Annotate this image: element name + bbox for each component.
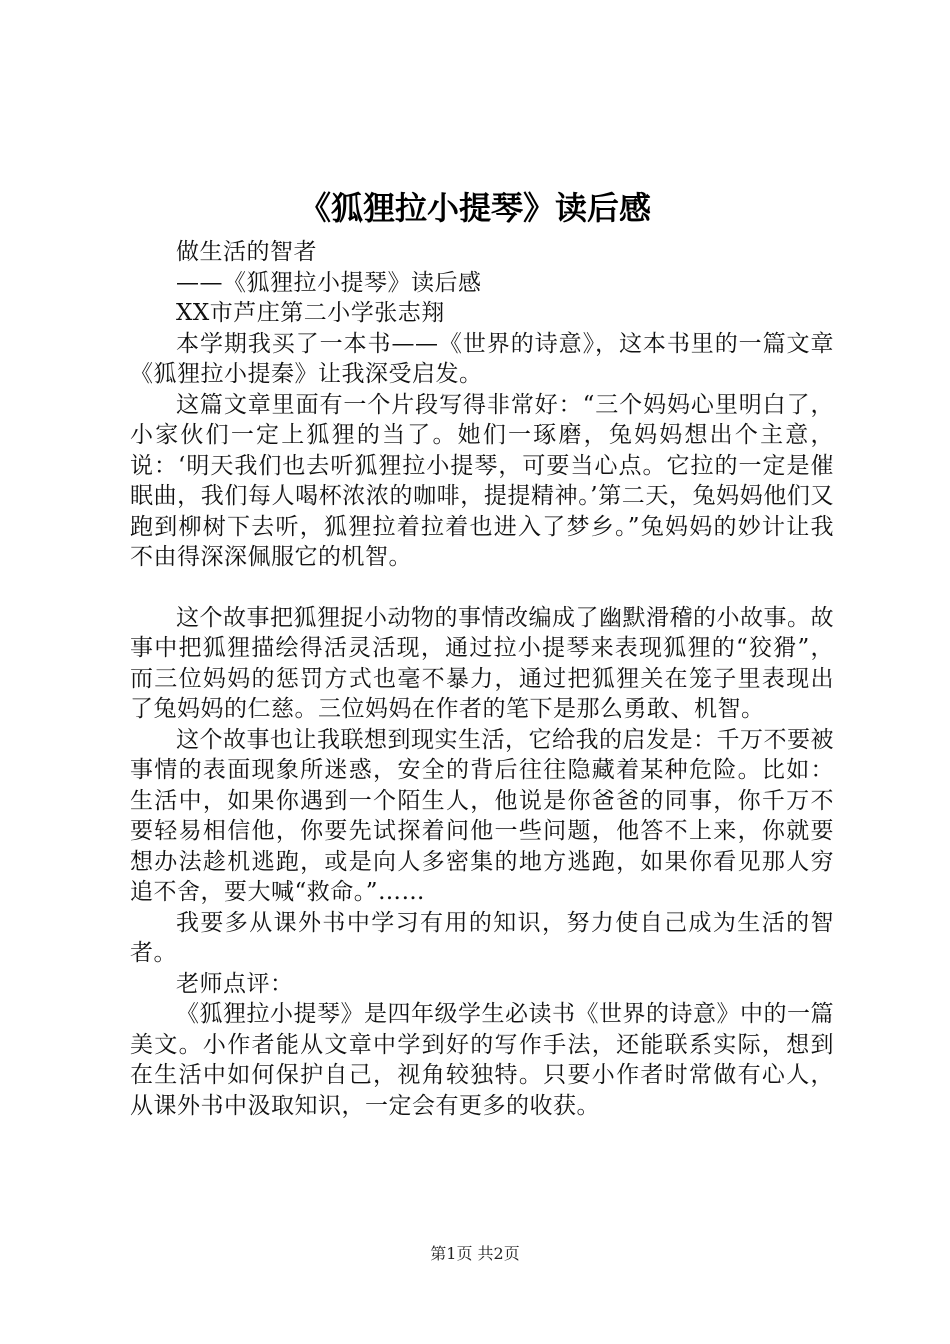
document-title: 《狐狸拉小提琴》读后感 [298, 189, 651, 227]
subtitle: 做生活的智者 [176, 239, 317, 265]
paragraph: 这个故事也让我联想到现实生活，它给我的启发是：千万不要被事情的表面现象所迷惑，安全的背后往往隐藏着某种危险。比如：生活中，如果你遇到一个陌生人，他说是你爸爸的同事，你千万不要轻易相信他，你要先试探着问他一些问题，他答不上来，你就要想办法趁机逃跑，或是向人多密集的地方逃跑，如果你看见那人穷追不舍，要大喊“救命。”…… [130, 726, 834, 905]
page-number: 第1页 共2页 [430, 1244, 520, 1263]
paragraph: 我要多从课外书中学习有用的知识，努力使自己成为生活的智者。 [130, 909, 834, 966]
author-line: XX市芦庄第二小学张志翔 [176, 300, 445, 326]
document-body [130, 237, 834, 1121]
teacher-comment-heading: 老师点评： [176, 970, 294, 997]
paragraph: 本学期我买了一本书——《世界的诗意》，这本书里的一篇文章《狐狸拉小提秦》让我深受启发。 [130, 330, 834, 387]
paragraph: 这篇文章里面有一个片段写得非常好：“三个妈妈心里明白了，小家伙们一定上狐狸的当了。她们一琢磨，兔妈妈想出个主意，说：‘明天我们也去听狐狸拉小提琴，可要当心点。它拉的一定是催眠曲，我们每人喝杯浓浓的咖啡，提提精神。’第二天，兔妈妈他们又跑到柳树下去听，狐狸拉着拉着也进入了梦乡。”兔妈妈的妙计让我不由得深深佩服它的机智。 [130, 391, 834, 570]
teacher-comment: 《狐狸拉小提琴》是四年级学生必读书《世界的诗意》中的一篇美文。小作者能从文章中学到好的写作手法，还能联系实际，想到在生活中如何保护自己，视角较独特。只要小作者时常做有心人，从课外书中汲取知识，一定会有更多的收获。 [130, 1001, 834, 1119]
subtitle-line: ——《狐狸拉小提琴》读后感 [176, 269, 482, 296]
paragraph: 这个故事把狐狸捉小动物的事情改编成了幽默滑稽的小故事。故事中把狐狸描绘得活灵活现，通过拉小提琴来表现狐狸的“狡猾”，而三位妈妈的惩罚方式也毫不暴力，通过把狐狸关在笼子里表现出了兔妈妈的仁慈。三位妈妈在作者的笔下是那么勇敢、机智。 [130, 604, 834, 722]
